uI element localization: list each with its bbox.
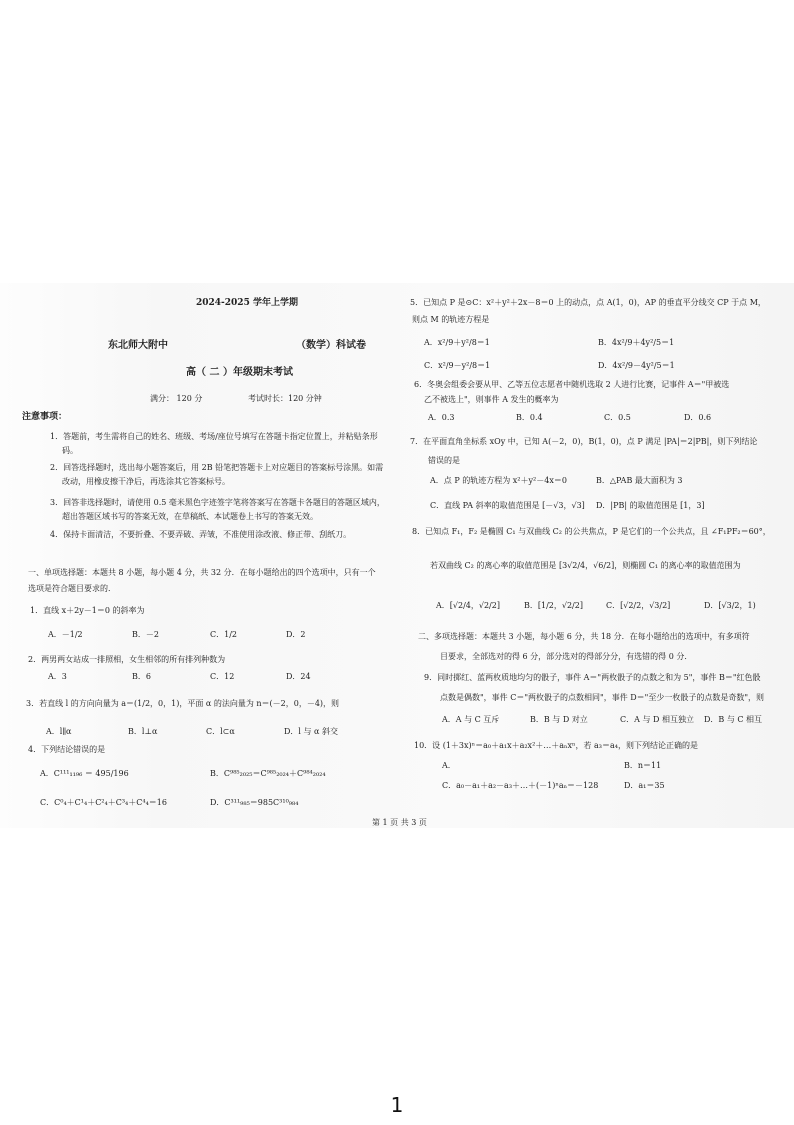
exam-year-term: 2024-2025 学年上学期 [196, 298, 298, 308]
note-line: 1．答题前，考生需将自己的姓名、班级、考场/座位号填写在答题卡指定位置上，并粘贴条形 [50, 432, 378, 441]
exam-subject: （数学）科试卷 [296, 340, 366, 351]
q9-stem-cont: 点数是偶数"，事件 C＝"两枚骰子的点数相同"，事件 D＝"至少一枚骰子的点数是奇数"，则 [440, 693, 765, 702]
q3-option-c: C．l⊂α [206, 727, 235, 736]
q9-option-c: C．A 与 D 相互独立 [620, 715, 694, 724]
q4-option-a: A．C¹¹¹₁₁₉₆ ＝ 495/196 [40, 769, 129, 778]
time-limit: 考试时长：120 分钟 [248, 394, 322, 403]
q5-stem-cont: 则点 M 的轨迹方程是 [412, 315, 490, 324]
note-line: 超出答题区域书写的答案无效，在草稿纸、本试题卷上书写的答案无效。 [62, 512, 318, 521]
full-score: 满分： 120 分 [150, 394, 203, 403]
q2-stem: 2．两男两女站成一排照相，女生相邻的所有排列种数为 [28, 655, 226, 664]
q8-option-c: C．[√2/2，√3/2] [606, 601, 671, 610]
q2-option-a: A．3 [48, 672, 67, 681]
section2-heading-cont: 目要求，全部选对的得 6 分，部分选对的得部分分，有选错的得 0 分． [440, 652, 693, 661]
q5-option-b: B．4x²/9＋4y²/5＝1 [598, 338, 675, 347]
exam-grade-title: 高（ 二 ）年级期末考试 [186, 367, 293, 378]
q9-stem: 9．同时掷红、蓝两枚质地均匀的骰子，事件 A＝"两枚骰子的点数之和为 5"，事件 B＝"红色骰 [424, 673, 761, 682]
note-line: 3．回答非选择题时，请使用 0.5 毫米黑色字迹签字笔将答案写在答题卡各题目的答题区域内， [50, 498, 385, 507]
q6-option-c: C．0.5 [604, 413, 631, 422]
q9-option-b: B．B 与 D 对立 [530, 715, 588, 724]
q7-option-c: C．直线 PA 斜率的取值范围是 [－√3，√3] [430, 501, 585, 510]
q6-stem-cont: 乙不被选上"，则事件 A 发生的概率为 [424, 395, 559, 404]
q9-option-a: A．A 与 C 互斥 [442, 715, 500, 724]
q5-option-c: C．x²/9－y²/8＝1 [424, 361, 491, 370]
q1-option-a: A．－1/2 [48, 630, 83, 639]
q2-option-b: B．6 [132, 672, 151, 681]
q2-option-c: C．12 [210, 672, 235, 681]
section1-heading: 一、单项选择题：本题共 8 小题，每小题 4 分，共 32 分．在每小题给出的四个选项中，只有一个 [28, 568, 376, 577]
q5-stem: 5．已知点 P 是⊙C：x²＋y²＋2x－8＝0 上的动点，点 A(1，0)，AP 的垂直平分线交 CP 于点 M， [410, 298, 766, 307]
q9-option-d: D．B 与 C 相互 [704, 715, 763, 724]
q7-stem: 7．在平面直角坐标系 xOy 中，已知 A(－2，0)，B(1，0)，点 P 满足 |PA|＝2|PB|，则下列结论 [410, 437, 758, 446]
q10-stem: 10．设 (1＋3x)ⁿ＝a₀＋a₁x＋a₂x²＋…＋aₙxⁿ，若 a₃＝a₄，则下列结论正确的是 [414, 741, 698, 750]
notes-title: 注意事项： [22, 412, 68, 422]
q3-stem: 3．若直线 l 的方向向量为 a＝(1/2，0，1)，平面 α 的法向量为 n＝(－2，0，－4)，则 [26, 699, 340, 708]
section2-heading: 二、多项选择题：本题共 3 小题，每小题 6 分，共 18 分．在每小题给出的选项中，有多项符 [418, 632, 750, 641]
q6-option-b: B．0.4 [516, 413, 543, 422]
q6-stem: 6．冬奥会组委会要从甲、乙等五位志愿者中随机选取 2 人进行比赛，记事件 A＝"甲被选 [414, 380, 730, 389]
q10-option-b: B．n＝11 [624, 761, 662, 770]
q8-option-d: D．[√3/2，1) [704, 601, 756, 610]
q4-option-d: D．C³¹¹₉₈₅＝985C³¹⁰₉₈₄ [210, 798, 299, 807]
page-info: 第 1 页 共 3 页 [372, 818, 427, 827]
q4-option-b: B．C⁹⁸⁵₂₀₂₅＝C⁹⁸⁵₂₀₂₄＋C⁹⁸⁴₂₀₂₄ [210, 769, 326, 778]
q2-option-d: D．24 [286, 672, 311, 681]
q5-option-a: A．x²/9＋y²/8＝1 [424, 338, 490, 347]
q8-stem: 8．已知点 F₁，F₂ 是椭圆 C₁ 与双曲线 C₂ 的公共焦点，P 是它们的一个公共点，且 ∠F₁PF₂＝60°， [412, 527, 771, 536]
q7-option-a: A．点 P 的轨迹方程为 x²＋y²－4x＝0 [430, 476, 567, 485]
q10-option-d: D．a₁＝35 [624, 781, 665, 790]
section1-heading-cont: 选项是符合题目要求的． [28, 584, 116, 593]
q8-stem-cont: 若双曲线 C₂ 的离心率的取值范围是 [3√2/4，√6/2]，则椭圆 C₁ 的离心率的取值范围为 [430, 561, 741, 570]
q1-option-c: C．1/2 [210, 630, 237, 639]
q6-option-a: A．0.3 [428, 413, 455, 422]
q7-option-b: B．△PAB 最大面积为 3 [596, 476, 683, 485]
q8-option-a: A．[√2/4，√2/2] [436, 601, 500, 610]
q4-stem: 4．下列结论错误的是 [28, 745, 106, 754]
q7-option-d: D．|PB| 的取值范围是 [1，3] [596, 501, 705, 510]
q1-option-b: B．－2 [132, 630, 159, 639]
q5-option-d: D．4x²/9－4y²/5＝1 [598, 361, 675, 370]
q6-option-d: D．0.6 [684, 413, 712, 422]
q10-option-a: A． [442, 761, 456, 770]
q7-stem-cont: 错误的是 [428, 456, 460, 465]
note-line: 改动，用橡皮擦干净后，再选涂其它答案标号。 [62, 477, 230, 486]
q10-option-c: C．a₀－a₁＋a₂－a₃＋…＋(－1)ⁿaₙ＝－128 [442, 781, 599, 790]
note-line: 码。 [62, 446, 78, 455]
note-line: 4．保持卡面清洁，不要折叠、不要弄破、弄皱，不准使用涂改液、修正带、刮纸刀。 [50, 530, 352, 539]
school-name: 东北师大附中 [108, 340, 168, 351]
q1-stem: 1．直线 x＋2y－1＝0 的斜率为 [30, 606, 145, 615]
q4-option-c: C．C⁰₄＋C¹₄＋C²₄＋C³₄＋C⁴₄＝16 [40, 798, 167, 807]
q3-option-d: D．l 与 α 斜交 [284, 727, 339, 736]
q1-option-d: D．2 [286, 630, 306, 639]
q8-option-b: B．[1/2，√2/2] [524, 601, 583, 610]
note-line: 2．回答选择题时，选出每小题答案后，用 2B 铅笔把答题卡上对应题目的答案标号涂黑。如需 [50, 463, 384, 472]
q3-option-a: A．l∥α [46, 727, 72, 736]
page-number: 1 [390, 1093, 404, 1117]
q3-option-b: B．l⊥α [128, 727, 158, 736]
